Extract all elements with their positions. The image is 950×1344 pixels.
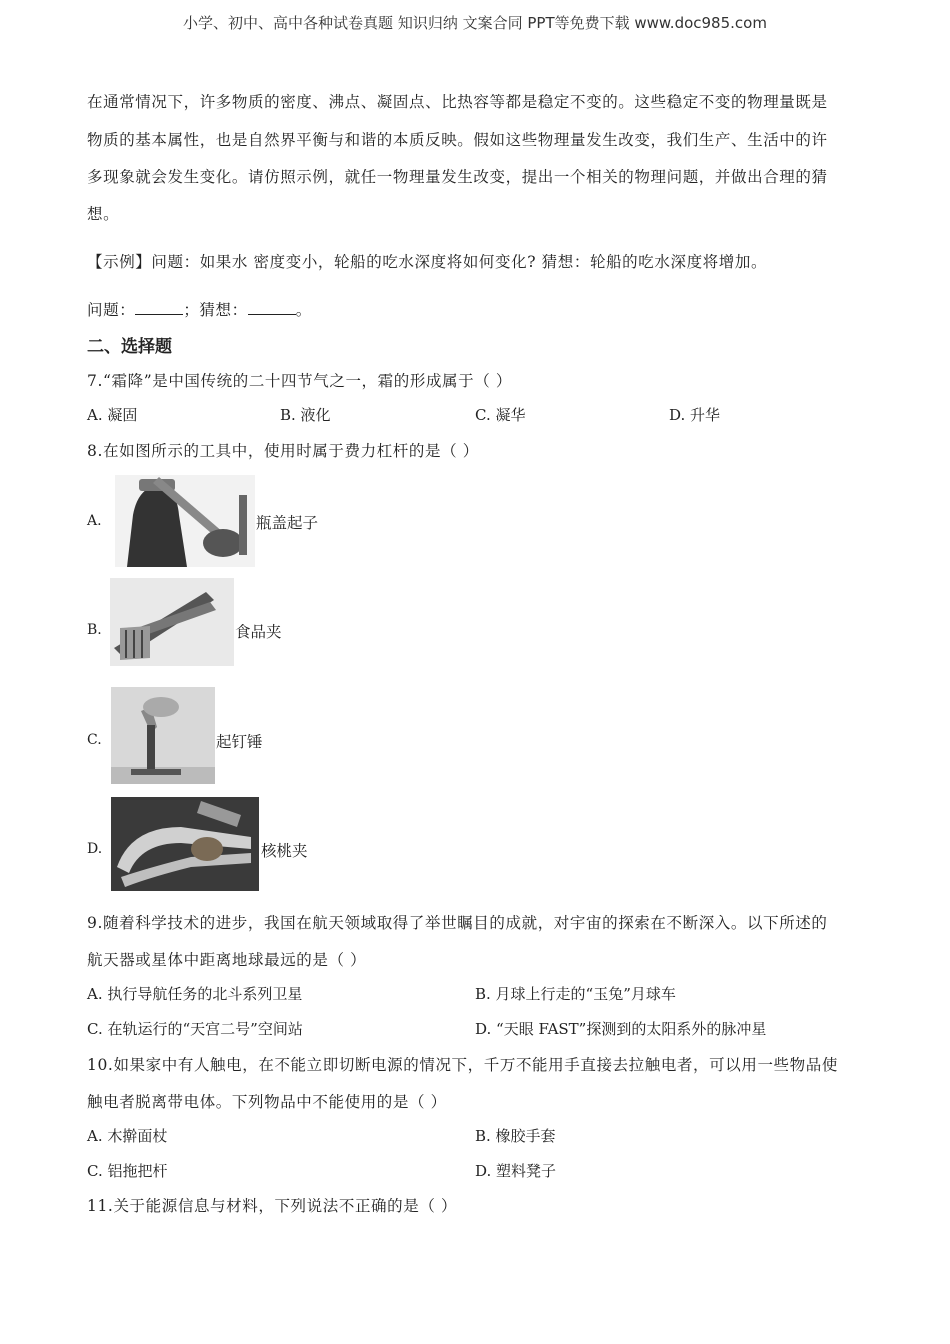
- section-title: 二、选择题: [87, 337, 172, 357]
- example-line: 【示例】问题：如果水 密度变小，轮船的吃水深度将如何变化? 猜想：轮船的吃水深度将增加。: [87, 253, 768, 271]
- bottle-opener-photo: [115, 475, 255, 567]
- question-blank[interactable]: [135, 299, 183, 315]
- nutcracker-photo: [111, 797, 259, 891]
- answer-end: 。: [295, 301, 312, 319]
- q8-option-b-caption: 食品夹: [235, 623, 282, 641]
- q10-option-b: B. 橡胶手套: [475, 1127, 556, 1145]
- guess-blank[interactable]: [248, 299, 296, 315]
- claw-hammer-drawing: [111, 687, 215, 784]
- bottle-opener-drawing: [115, 475, 255, 567]
- food-tongs-drawing: [110, 578, 234, 666]
- page-header: 小学、初中、高中各种试卷真题 知识归纳 文案合同 PPT等免费下载 www.doc985.com: [183, 14, 767, 32]
- q8-option-b-letter: B.: [87, 622, 102, 638]
- q8-option-a-caption: 瓶盖起子: [256, 514, 319, 532]
- q7-option-b: B. 液化: [280, 406, 331, 424]
- q7-option-c: C. 凝华: [475, 406, 526, 424]
- answer-line: [87, 298, 312, 320]
- intro-line-3: 多现象就会发生变化。请仿照示例，就任一物理量发生改变，提出一个相关的物理问题，并做出合理的猜: [87, 168, 828, 186]
- q8-option-d-caption: 核桃夹: [261, 842, 308, 860]
- q8-option-c-letter: C.: [87, 732, 102, 748]
- q9-stem-line-1: 9.随着科学技术的进步，我国在航天领域取得了举世瞩目的成就，对宇宙的探索在不断深入。以下所述的: [87, 914, 828, 932]
- q9-option-d: D. “天眼 FAST”探测到的太阳系外的脉冲星: [475, 1020, 767, 1038]
- q9-option-c: C. 在轨运行的“天宫二号”空间站: [87, 1020, 303, 1038]
- q10-stem-line-2: 触电者脱离带电体。下列物品中不能使用的是（ ）: [87, 1093, 447, 1111]
- q10-option-c: C. 铝拖把杆: [87, 1162, 168, 1180]
- q7-stem: 7.“霜降”是中国传统的二十四节气之一，霜的形成属于（ ）: [87, 372, 512, 390]
- intro-line-2: 物质的基本属性，也是自然界平衡与和谐的本质反映。假如这些物理量发生改变，我们生产、生活中的许: [87, 131, 828, 149]
- q8-option-d-letter: D.: [87, 841, 103, 857]
- q7-option-d: D. 升华: [669, 406, 721, 424]
- q8-option-c-caption: 起钉锤: [216, 733, 263, 751]
- q11-stem: 11.关于能源信息与材料，下列说法不正确的是（ ）: [87, 1197, 458, 1215]
- question-label: 问题：: [87, 301, 136, 319]
- claw-hammer-photo: [111, 687, 215, 784]
- guess-label: ；猜想：: [183, 301, 248, 319]
- q9-option-a: A. 执行导航任务的北斗系列卫星: [87, 985, 303, 1003]
- nutcracker-drawing: [111, 797, 259, 891]
- q9-option-b: B. 月球上行走的“玉兔”月球车: [475, 985, 676, 1003]
- q10-option-d: D. 塑料凳子: [475, 1162, 557, 1180]
- intro-line-4: 想。: [87, 205, 120, 223]
- q7-option-a: A. 凝固: [87, 406, 138, 424]
- q10-stem-line-1: 10.如果家中有人触电，在不能立即切断电源的情况下，千万不能用手直接去拉触电者，可以用一些物品使: [87, 1056, 838, 1074]
- q8-stem: 8.在如图所示的工具中，使用时属于费力杠杆的是（ ）: [87, 442, 479, 460]
- q10-option-a: A. 木擀面杖: [87, 1127, 168, 1145]
- q8-option-a-letter: A.: [87, 513, 102, 529]
- intro-line-1: 在通常情况下，许多物质的密度、沸点、凝固点、比热容等都是稳定不变的。这些稳定不变的物理量既是: [87, 93, 828, 111]
- food-tongs-photo: [110, 578, 234, 666]
- q9-stem-line-2: 航天器或星体中距离地球最远的是（ ）: [87, 951, 367, 969]
